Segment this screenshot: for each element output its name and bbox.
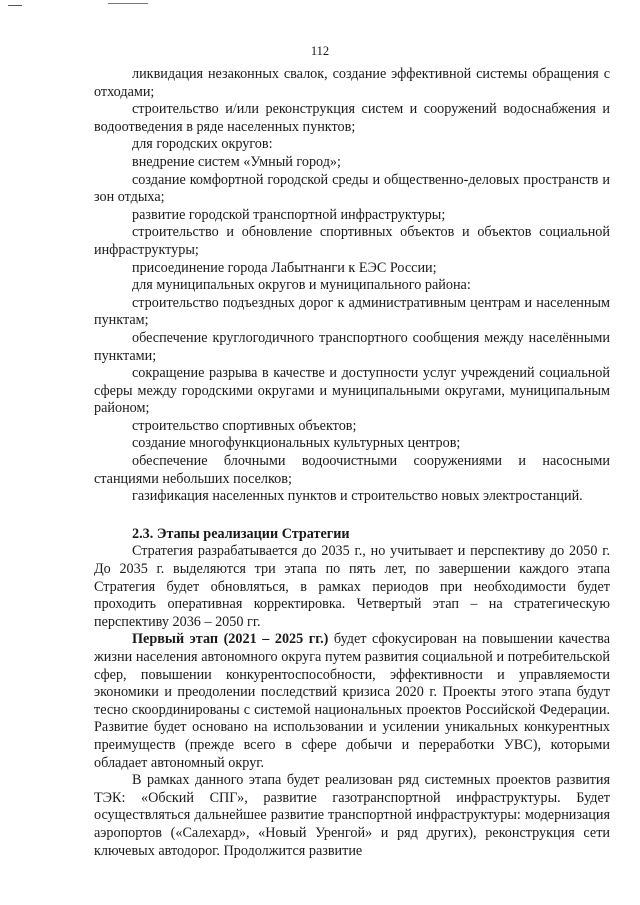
page-body: [94, 66, 610, 860]
list-item: присоединение города Лабытнанги к ЕЭС России;: [132, 259, 437, 276]
list-item: обеспечение круглогодичного транспортного сообщения между населёнными пунктами;: [94, 329, 610, 364]
list-item: обеспечение блочными водоочистными сооружениями и насосными станциями небольших поселков;: [94, 453, 610, 487]
list-item: сокращение разрыва в качестве и доступности услуг учреждений социальной сферы между городскими округами и муниципальными округами, муниципальным районом;: [94, 365, 610, 417]
list-item: строительство спортивных объектов;: [132, 417, 357, 434]
section-heading: 2.3. Этапы реализации Стратегии: [132, 525, 350, 542]
list-subheading: для городских округов:: [132, 136, 273, 153]
stage1-text: будет сфокусирован на повышении качества жизни населения автономного округа путем развития социальной и потребительской сфер, повышении конкурентоспособности, эффективности и управляемости экономики и преодолении последствий кризиса 2020 г. Проекты этого этапа будут тесно скоординированы с системой национальных проектов Российской Федерации. Развитие будет основано на использовании и усилении уникальных конкурентных преимуществ (прежде всего в сфере добычи и переработки УВС), которыми обладает автономный округ.: [94, 631, 610, 771]
paragraph-projects: В рамках данного этапа будет реализован ряд системных проектов развития ТЭК: «Обский СПГ», развитие газотранспортной инфраструктуры. Будет осуществляться дальнейшее развитие транспортной инфраструктуры: модернизация аэропортов («Салехард», «Новый Уренгой» и ряд других), реконструкция сети ключевых автодорог. Продолжится развитие: [94, 772, 610, 859]
list-subheading: для муниципальных округов и муниципального района:: [132, 277, 471, 294]
list-item: строительство и/или реконструкция систем и сооружений водоснабжения и водоотведения в ряде населенных пунктов;: [94, 101, 610, 135]
list-item: создание комфортной городской среды и общественно-деловых пространств и зон отдыха;: [94, 171, 610, 206]
paragraph-stage1: [94, 631, 610, 772]
list-item: строительство и обновление спортивных объектов и объектов социальной инфраструктуры;: [94, 224, 610, 258]
list-item: строительство подъездных дорог к административным центрам и населенным пунктам;: [94, 294, 610, 329]
list-item: создание многофункциональных культурных центров;: [132, 435, 461, 452]
list-item: внедрение систем «Умный город»;: [132, 153, 341, 170]
list-item: развитие городской транспортной инфраструктуры;: [132, 206, 446, 223]
list-item: ликвидация незаконных свалок, создание эффективной системы обращения с отходами;: [94, 66, 610, 100]
list-item: газификация населенных пунктов и строительство новых электростанций.: [132, 488, 583, 505]
page-number: 112: [310, 44, 330, 58]
stage1-label: Первый этап (2021 – 2025 гг.): [132, 631, 329, 648]
scan-mark: [0, 0, 30, 10]
paragraph-strategy: Стратегия разрабатывается до 2035 г., но учитывает и перспективу до 2050 г. До 2035 г. выделяются три этапа по пять лет, по завершении каждого этапа Стратегия будет обновляться, в рамках периодов при необходимости будет проходить оперативная корректировка. Четвертый этап – на стратегическую перспективу 2036 – 2050 гг.: [94, 543, 610, 630]
scan-mark-line: [108, 3, 148, 4]
